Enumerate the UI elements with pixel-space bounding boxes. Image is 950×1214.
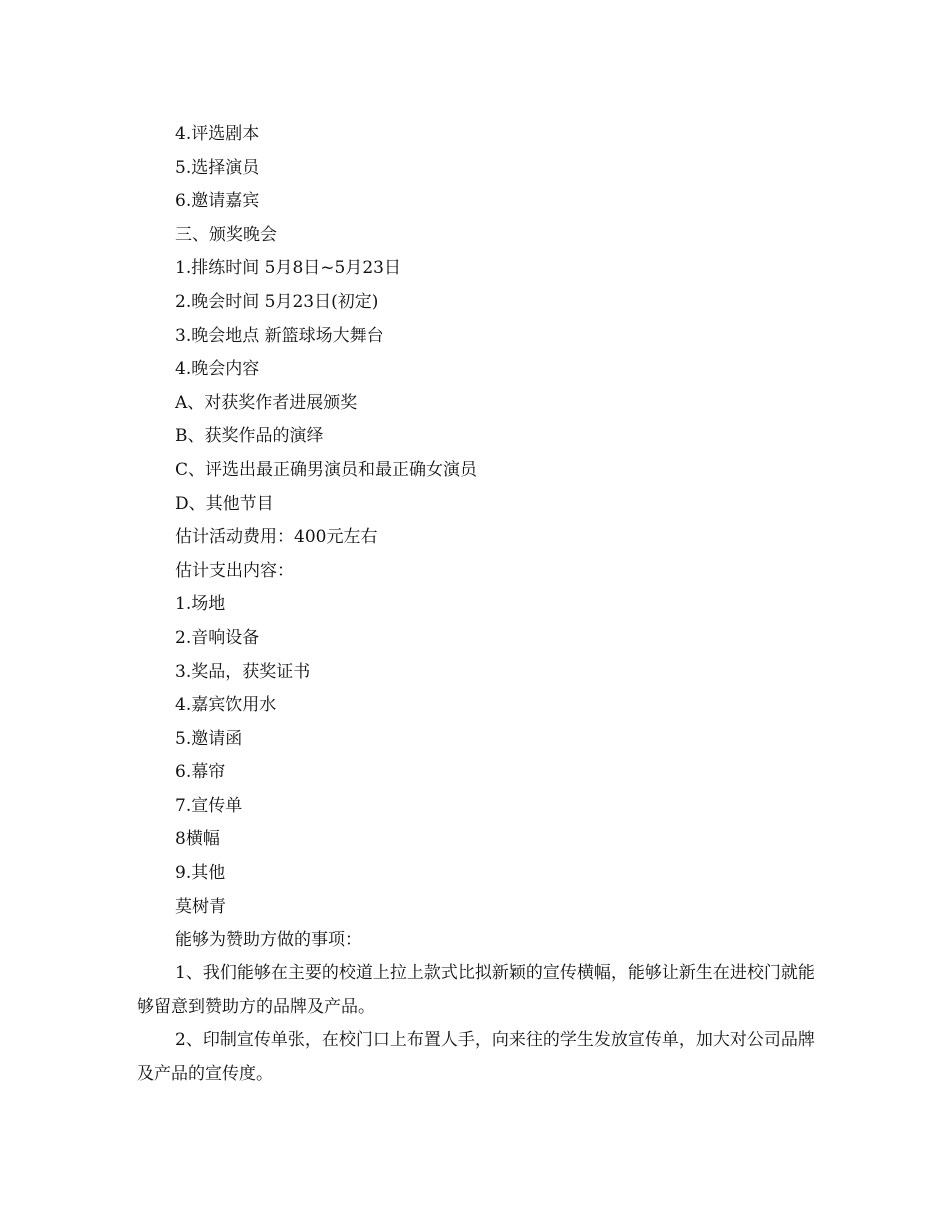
text-line: 5.选择演员	[175, 157, 260, 178]
text-line: 3.晚会地点 新篮球场大舞台	[175, 325, 384, 346]
text-line: 4.晚会内容	[175, 359, 260, 380]
text-line: 2.晚会时间 5月23日(初定)	[175, 291, 379, 312]
body-paragraphs	[137, 957, 817, 1091]
text-line: A、对获奖作者进展颁奖	[175, 392, 358, 413]
text-line: 6.幕帘	[175, 762, 226, 783]
text-line: D、其他节目	[175, 493, 274, 514]
text-line: 1.场地	[175, 594, 226, 615]
text-line: 7.宣传单	[175, 795, 243, 816]
text-line: 1.排练时间 5月8日~5月23日	[175, 258, 401, 279]
text-line: 莫树青	[175, 896, 226, 917]
text-line: 能够为赞助方做的事项：	[175, 930, 362, 951]
text-line: 9.其他	[175, 863, 226, 884]
text-line: B、获奖作品的演绎	[175, 426, 324, 447]
text-line: 4.嘉宾饮用水	[175, 695, 277, 716]
text-line: 6.邀请嘉宾	[175, 191, 260, 212]
paragraph: 1、我们能够在主要的校道上拉上款式比拟新颖的宣传横幅，能够让新生在进校门就能够留意到赞助方的品牌及产品。	[137, 963, 815, 1017]
text-line: 估计支出内容：	[175, 560, 294, 581]
section-heading: 三、颁奖晚会	[175, 224, 277, 245]
text-line: 3.奖品，获奖证书	[175, 661, 311, 682]
text-line: 5.邀请函	[175, 728, 243, 749]
text-line: 估计活动费用：400元左右	[175, 527, 378, 548]
paragraph: 2、印制宣传单张，在校门口上布置人手，向来往的学生发放宣传单，加大对公司品牌及产品的宣传度。	[137, 1030, 815, 1084]
text-line: 4.评选剧本	[175, 124, 260, 144]
text-lines	[175, 118, 815, 958]
text-line: C、评选出最正确男演员和最正确女演员	[175, 459, 478, 480]
text-line: 2.音响设备	[175, 627, 260, 648]
text-line: 8横幅	[175, 829, 220, 850]
